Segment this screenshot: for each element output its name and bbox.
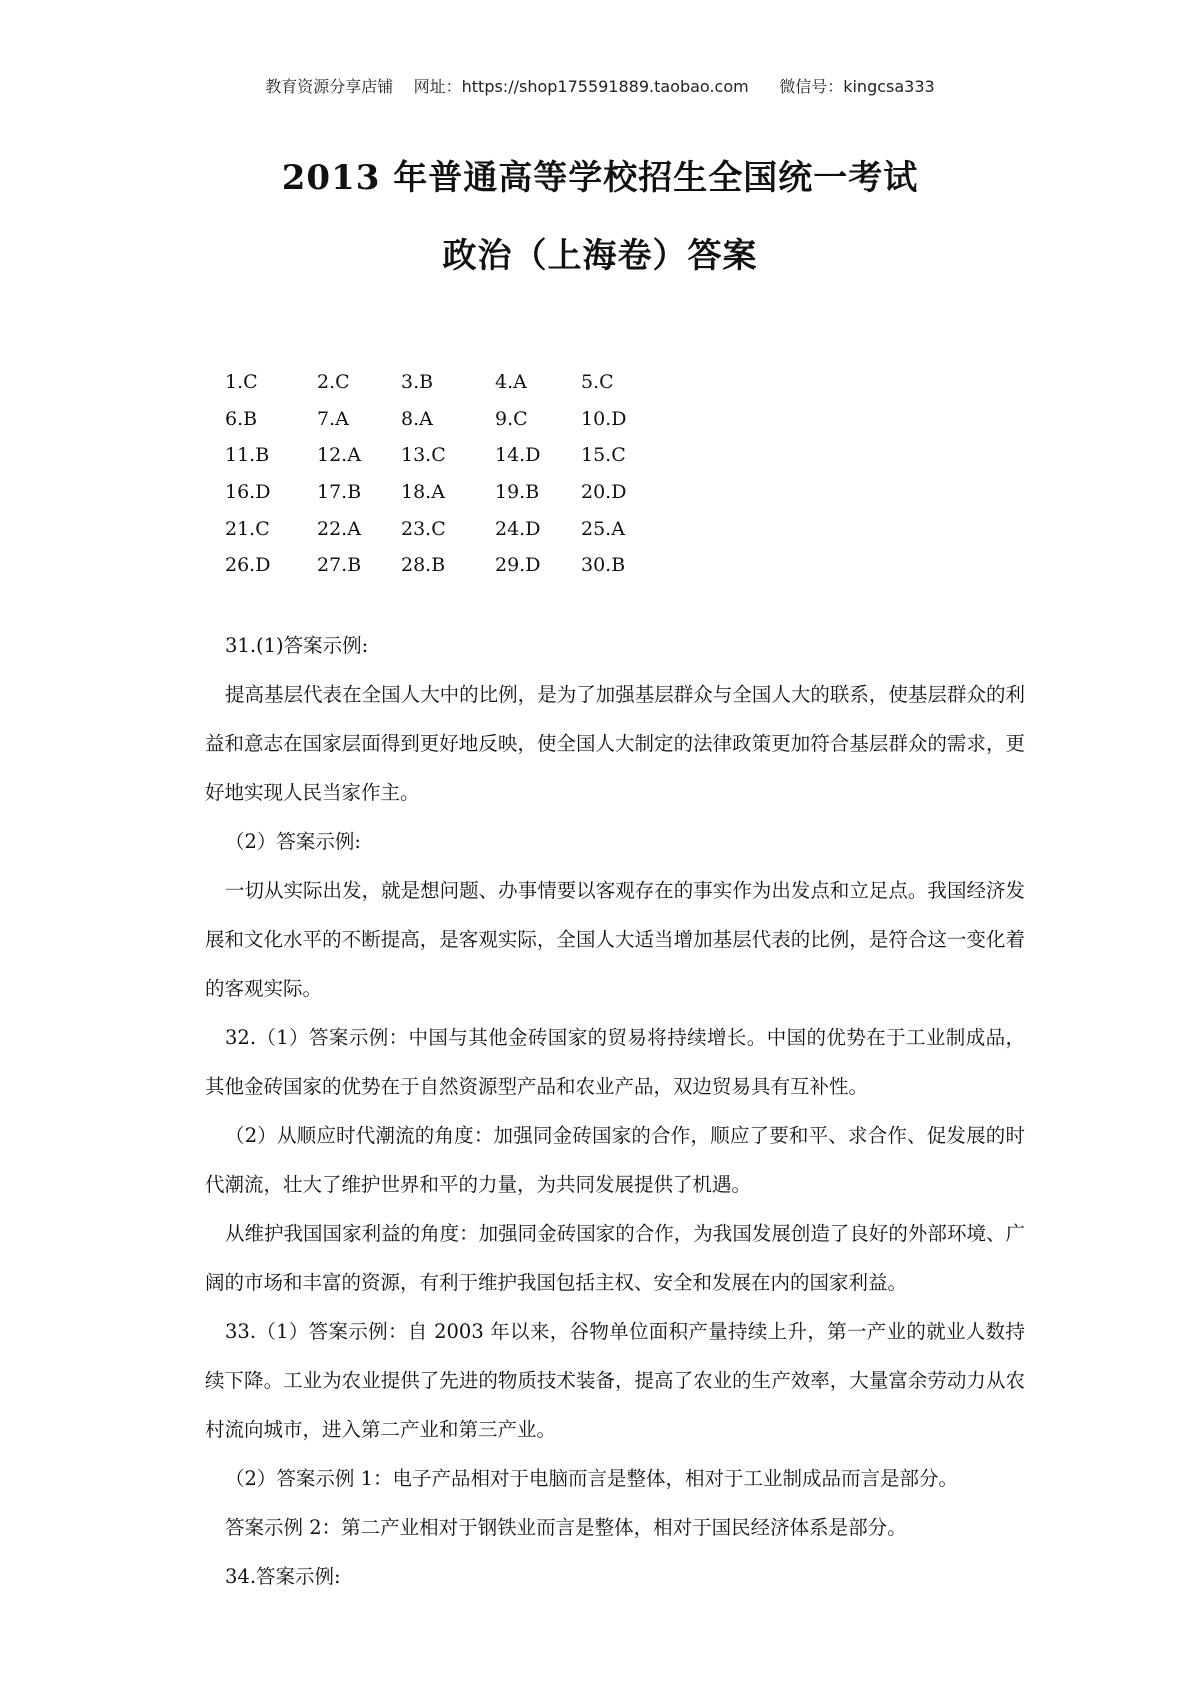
answer-cell: 28.B (401, 554, 446, 577)
paragraph: （2）答案示例: (225, 830, 361, 853)
answer-cell: 19.B (495, 481, 540, 504)
document-subtitle: 政治（上海卷）答案 (442, 236, 758, 276)
answer-cell: 17.B (317, 481, 362, 504)
answer-key-table (225, 364, 661, 584)
answer-cell: 26.D (225, 554, 271, 577)
paragraph: 一切从实际出发，就是想问题、办事情要以客观存在的事实作为出发点和立足点。我国经济发展和文化水平的不断提高，是客观实际，全国人大适当增加基层代表的比例，是符合这一变化着的客观实际。 (205, 879, 1025, 1000)
paragraph: 提高基层代表在全国人大中的比例，是为了加强基层群众与全国人大的联系，使基层群众的利益和意志在国家层面得到更好地反映，使全国人大制定的法律政策更加符合基层群众的需求，更好地实现人民当家作主。 (205, 683, 1025, 804)
answer-row (225, 364, 661, 401)
answer-cell: 14.D (495, 444, 541, 467)
answer-cell: 16.D (225, 481, 271, 504)
answer-cell: 7.A (317, 407, 349, 430)
answer-cell: 25.A (581, 517, 625, 540)
answer-cell: 3.B (401, 371, 434, 394)
paragraph: （2）从顺应时代潮流的角度：加强同金砖国家的合作，顺应了要和平、求合作、促发展的时代潮流，壮大了维护世界和平的力量，为共同发展提供了机遇。 (205, 1124, 1025, 1196)
answer-cell: 4.A (495, 371, 527, 394)
answer-cell: 2.C (317, 371, 350, 394)
answer-cell: 6.B (225, 407, 258, 430)
paragraph: 34.答案示例: (225, 1565, 341, 1588)
paragraph: 答案示例 2：第二产业相对于钢铁业而言是整体，相对于国民经济体系是部分。 (225, 1516, 907, 1539)
answer-cell: 5.C (581, 371, 614, 394)
answer-row (225, 547, 661, 584)
answer-cell: 23.C (401, 517, 446, 540)
paragraph: 31.(1)答案示例: (225, 634, 369, 657)
answer-cell: 18.A (401, 481, 445, 504)
paragraph: 从维护我国国家利益的角度：加强同金砖国家的合作，为我国发展创造了良好的外部环境、广阔的市场和丰富的资源，有利于维护我国包括主权、安全和发展在内的国家利益。 (205, 1222, 1025, 1294)
answer-cell: 9.C (495, 407, 528, 430)
answer-row (225, 510, 661, 547)
document-title: 2013 年普通高等学校招生全国统一考试 (281, 158, 919, 198)
answer-cell: 11.B (225, 444, 270, 467)
paragraph: 32.（1）答案示例：中国与其他金砖国家的贸易将持续增长。中国的优势在于工业制成品，其他金砖国家的优势在于自然资源型产品和农业产品，双边贸易具有互补性。 (205, 1026, 1025, 1098)
answer-cell: 21.C (225, 517, 270, 540)
answer-cell: 15.C (581, 444, 626, 467)
answer-row (225, 401, 661, 438)
answer-cell: 29.D (495, 554, 541, 577)
answer-row (225, 437, 661, 474)
answer-cell: 24.D (495, 517, 541, 540)
page-header: 教育资源分享店铺 网址：https://shop175591889.taobao.com 微信号：kingcsa333 (265, 77, 935, 96)
answer-cell: 12.A (317, 444, 361, 467)
answer-cell: 20.D (581, 481, 627, 504)
answer-explanations (205, 621, 1025, 1601)
paragraph: （2）答案示例 1：电子产品相对于电脑而言是整体，相对于工业制成品而言是部分。 (225, 1467, 959, 1490)
answer-cell: 22.A (317, 517, 361, 540)
answer-cell: 13.C (401, 444, 446, 467)
answer-cell: 8.A (401, 407, 433, 430)
paragraph: 33.（1）答案示例：自 2003 年以来，谷物单位面积产量持续上升，第一产业的就业人数持续下降。工业为农业提供了先进的物质技术装备，提高了农业的生产效率，大量富余劳动力从农村流向城市，进入第二产业和第三产业。 (205, 1320, 1025, 1441)
answer-cell: 1.C (225, 371, 258, 394)
answer-cell: 10.D (581, 407, 627, 430)
answer-cell: 27.B (317, 554, 362, 577)
answer-row (225, 474, 661, 511)
answer-cell: 30.B (581, 554, 626, 577)
